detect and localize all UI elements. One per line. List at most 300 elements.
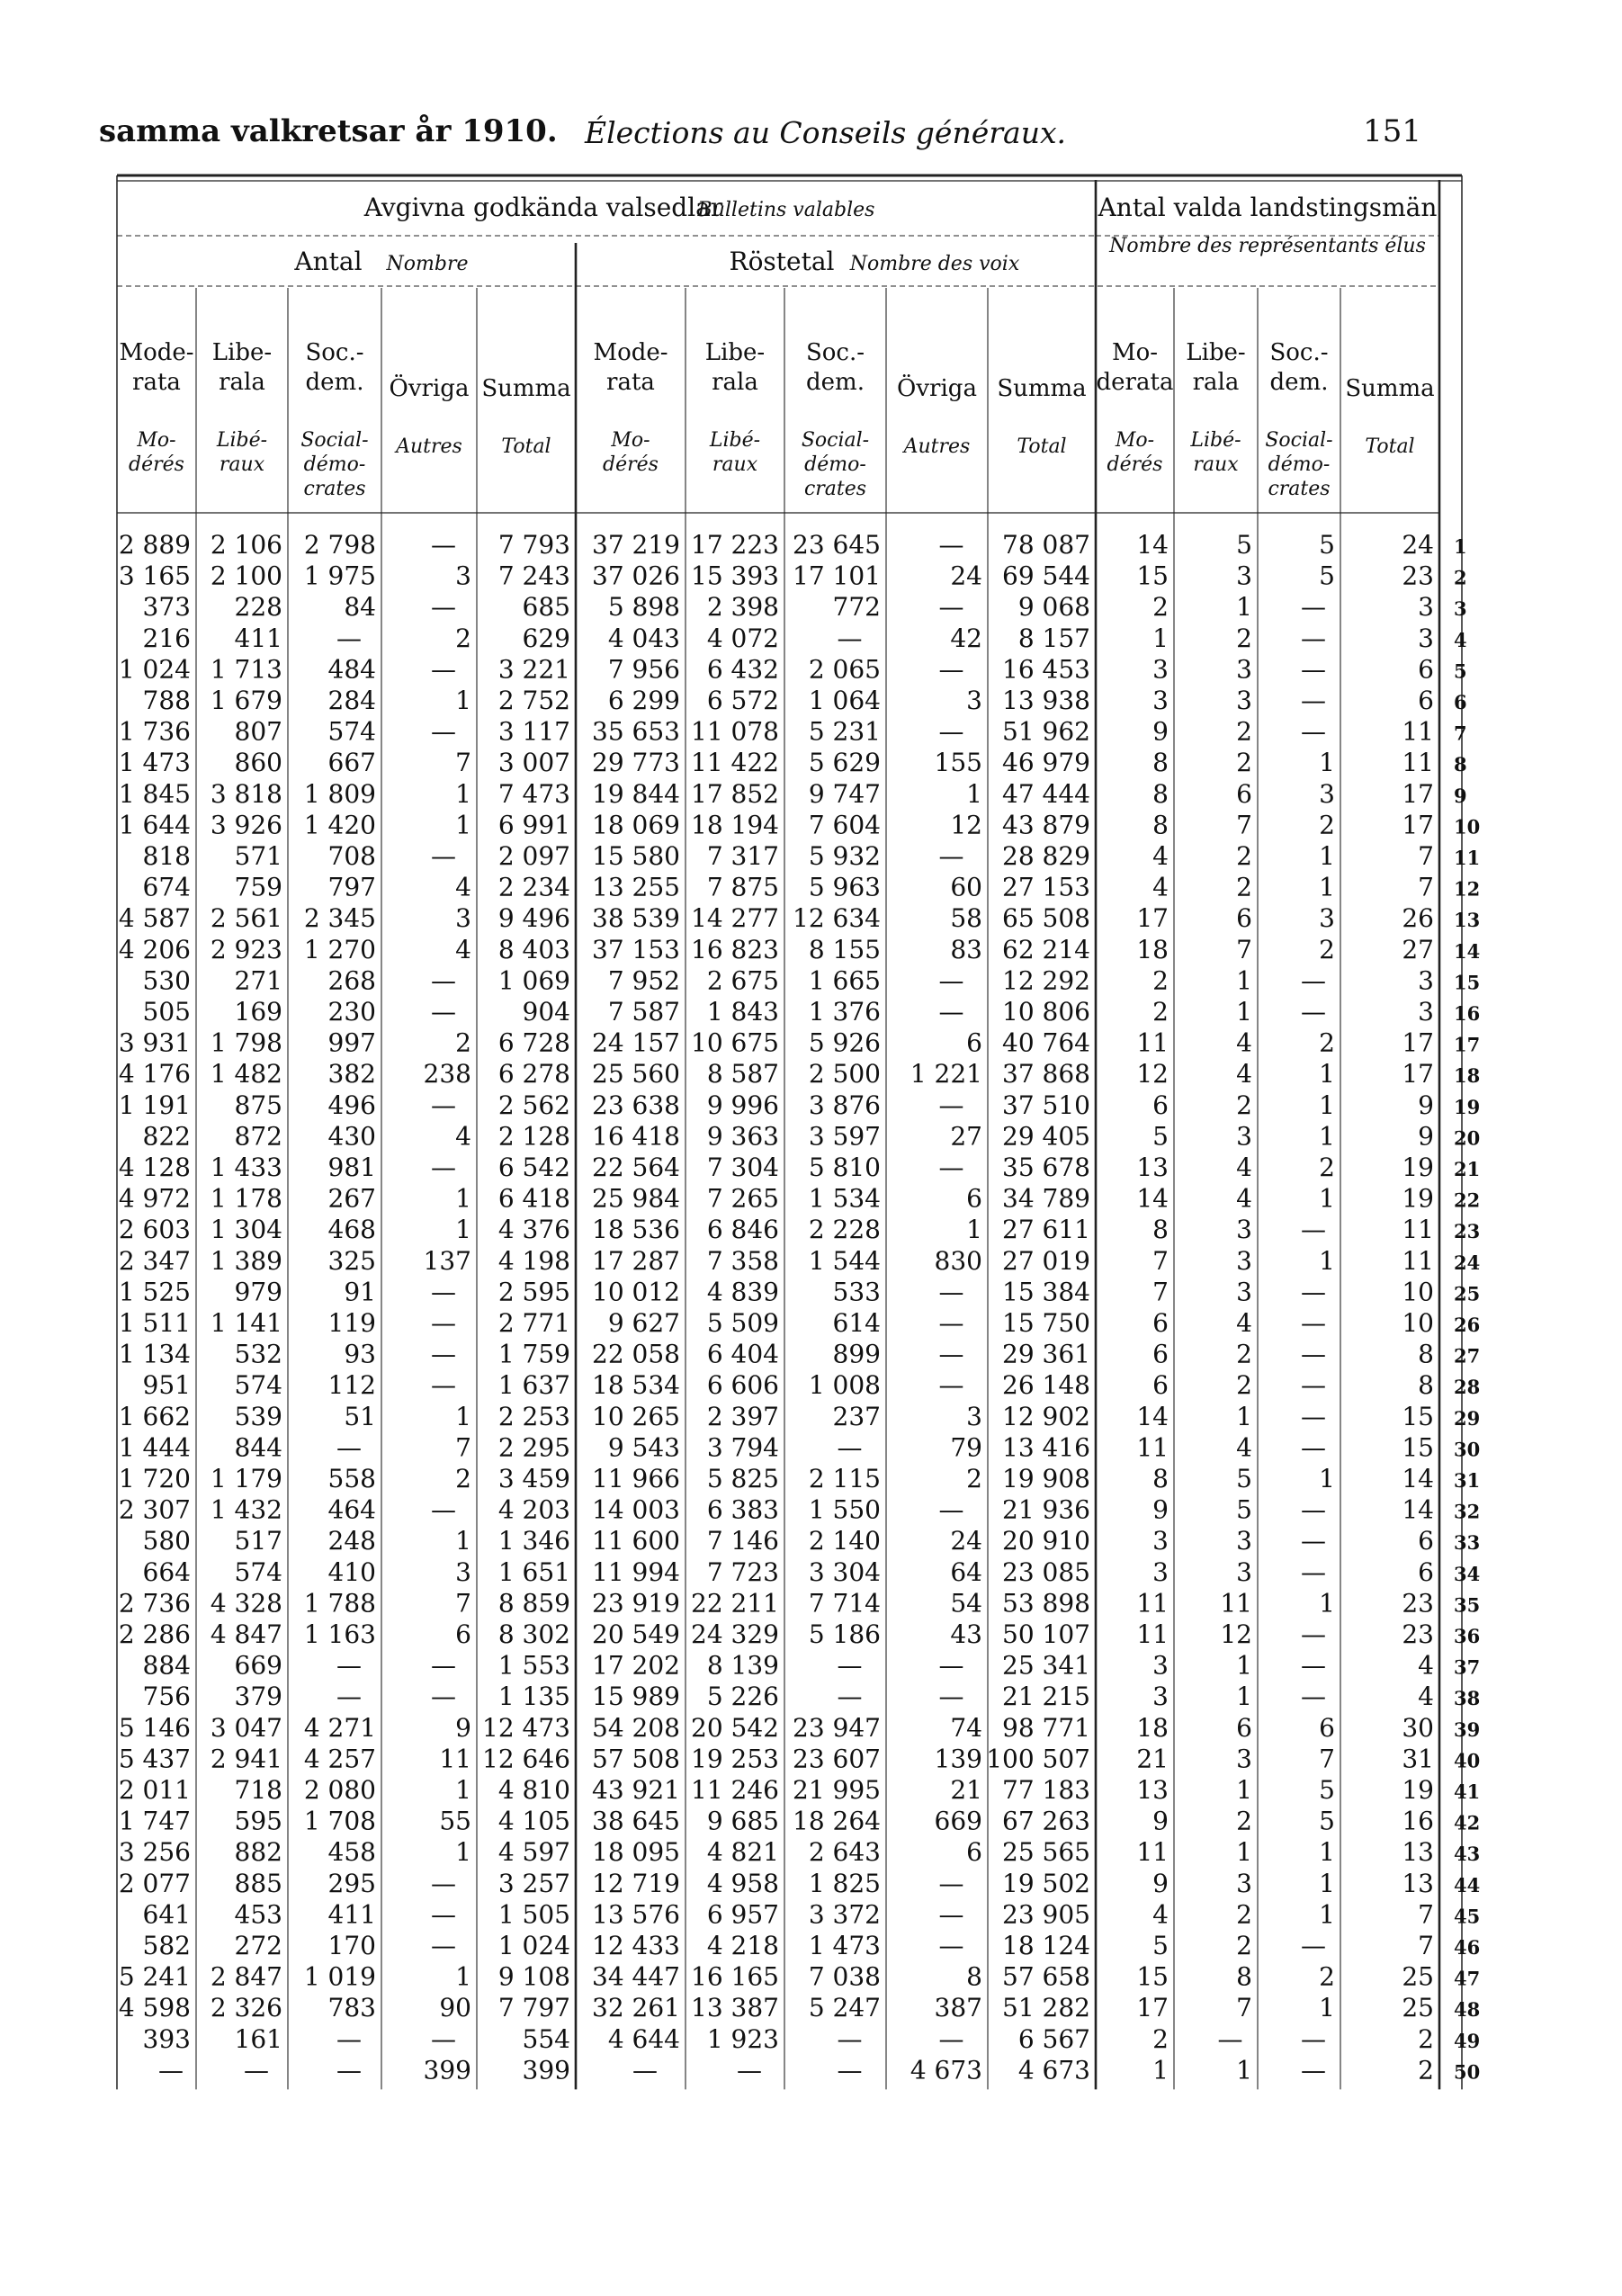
running-title: samma valkretsar år 1910. <box>99 113 558 149</box>
table-cell: 19 <box>1402 1775 1434 1805</box>
table-cell: 2 106 <box>210 530 282 560</box>
table-cell: 161 <box>234 2023 282 2054</box>
table-cell: 5 <box>1319 530 1335 560</box>
table-cell: 1 <box>1236 1837 1252 1868</box>
table-cell: — <box>336 1432 362 1463</box>
table-cell: 5 509 <box>706 1308 779 1338</box>
table-cell: 11 600 <box>592 1526 680 1556</box>
table-cell: 13 255 <box>592 872 680 902</box>
row-index: 6 <box>1454 691 1467 713</box>
table-cell: 2 077 <box>118 1868 191 1898</box>
table-cell: 10 675 <box>691 1027 779 1058</box>
table-cell: 1 <box>455 810 471 840</box>
table-cell: 23 085 <box>1002 1556 1090 1587</box>
table-cell: 6 <box>1418 1556 1434 1587</box>
table-cell: 4 587 <box>118 903 191 934</box>
table-cell: 14 <box>1136 1183 1169 1214</box>
table-cell: 2 100 <box>210 561 282 591</box>
table-cell: 19 908 <box>1002 1464 1090 1493</box>
table-cell: 13 <box>1136 1152 1169 1182</box>
table-cell: 2 <box>1418 2023 1434 2054</box>
table-cell: — <box>1301 1494 1326 1525</box>
table-cell: 9 747 <box>808 778 881 809</box>
table-cell: 6 728 <box>497 1027 570 1058</box>
row-index: 22 <box>1454 1188 1481 1212</box>
table-cell: 14 277 <box>691 903 779 934</box>
table-cell: 1 <box>1319 1899 1335 1930</box>
table-cell: 875 <box>234 1090 282 1120</box>
row-index: 38 <box>1454 1687 1481 1710</box>
table-cell: 51 <box>344 1401 376 1431</box>
table-cell: 1 <box>1236 2055 1252 2085</box>
table-cell: — <box>1301 592 1326 623</box>
row-index: 42 <box>1454 1811 1481 1834</box>
table-cell: 19 <box>1402 1183 1434 1214</box>
table-cell: 3 <box>1418 965 1434 996</box>
table-cell: 69 544 <box>1002 561 1090 591</box>
table-cell: 17 <box>1402 810 1434 840</box>
table-cell: 580 <box>142 1526 191 1556</box>
table-cell: 18 194 <box>691 810 779 840</box>
table-cell: 951 <box>142 1370 191 1401</box>
table-cell: 2 <box>1236 841 1252 871</box>
table-cell: 8 <box>966 1961 982 1992</box>
table-cell: 1 008 <box>808 1370 881 1401</box>
table-cell: 1 759 <box>497 1339 570 1369</box>
table-cell: 18 <box>1136 934 1169 964</box>
table-cell: 84 <box>344 592 376 623</box>
table-cell: 2 <box>966 1464 982 1493</box>
table-cell: — <box>1301 1432 1326 1463</box>
table-cell: 6 991 <box>497 810 570 840</box>
table-cell: 28 829 <box>1002 841 1090 871</box>
table-cell: 1 <box>1236 1401 1252 1431</box>
table-cell: 27 <box>1402 934 1434 964</box>
table-cell: 26 <box>1402 903 1434 934</box>
table-cell: 7 723 <box>706 1556 779 1587</box>
table-cell: 4 <box>1236 1152 1252 1182</box>
column-header-fr: Total <box>501 435 551 458</box>
table-cell: 3 <box>1418 592 1434 623</box>
table-cell: 1 <box>1319 1059 1335 1090</box>
table-cell: — <box>1301 997 1326 1027</box>
column-header: Övriga <box>897 375 977 402</box>
table-cell: 25 560 <box>592 1059 680 1090</box>
table-cell: 6 572 <box>706 686 779 715</box>
row-index: 47 <box>1454 1967 1481 1990</box>
table-cell: 4 972 <box>118 1183 191 1214</box>
table-cell: 18 069 <box>592 810 680 840</box>
column-header: dem. <box>305 369 364 396</box>
table-cell: 38 645 <box>592 1806 680 1836</box>
table-cell: 797 <box>327 872 376 902</box>
table-cell: — <box>431 530 456 560</box>
row-index: 44 <box>1454 1873 1481 1897</box>
table-cell: 15 989 <box>592 1682 680 1712</box>
table-cell: 505 <box>142 997 191 1027</box>
table-cell: 1 221 <box>910 1059 982 1090</box>
table-cell: 1 975 <box>303 561 376 591</box>
table-cell: 35 678 <box>1002 1152 1090 1182</box>
table-cell: 1 553 <box>497 1650 570 1681</box>
column-header-fr: Libé- <box>216 429 268 452</box>
table-cell: 9 <box>1152 1868 1169 1898</box>
table-cell: 5 <box>1236 1464 1252 1493</box>
table-cell: 6 299 <box>607 686 680 715</box>
table-cell: 7 <box>1418 1899 1434 1930</box>
table-cell: — <box>737 2055 762 2085</box>
table-cell: 9 <box>1152 716 1169 747</box>
table-cell: 4 376 <box>497 1215 570 1245</box>
table-cell: — <box>431 1899 456 1930</box>
table-cell: — <box>431 2023 456 2054</box>
table-cell: 1 444 <box>118 1432 191 1463</box>
row-index: 8 <box>1454 753 1467 776</box>
table-cell: 4 <box>1236 1432 1252 1463</box>
table-cell: 484 <box>327 654 376 685</box>
table-cell: 6 <box>1236 1712 1252 1743</box>
table-cell: — <box>431 1277 456 1307</box>
table-cell: 60 <box>950 872 982 902</box>
row-index: 3 <box>1454 597 1467 621</box>
table-cell: 7 956 <box>607 654 680 685</box>
table-cell: 58 <box>950 903 982 934</box>
table-cell: 2 <box>1152 965 1169 996</box>
table-cell: 2 <box>1319 1152 1335 1182</box>
row-index: 43 <box>1454 1843 1481 1866</box>
table-cell: 18 536 <box>592 1215 680 1245</box>
table-cell: 100 507 <box>986 1744 1090 1774</box>
column-header-fr: Total <box>1365 435 1415 458</box>
table-cell: 29 773 <box>592 748 680 778</box>
table-cell: 2 <box>1236 1899 1252 1930</box>
table-cell: 1 473 <box>808 1931 881 1960</box>
table-cell: 1 <box>455 1837 471 1868</box>
table-cell: 20 542 <box>691 1712 779 1743</box>
table-cell: 1 135 <box>497 1682 570 1712</box>
row-index: 5 <box>1454 659 1467 683</box>
table-cell: 533 <box>832 1277 881 1307</box>
table-cell: 14 <box>1136 1401 1169 1431</box>
subgroup-count: Antal <box>294 247 363 276</box>
table-cell: 11 <box>1402 716 1434 747</box>
table-cell: 1 923 <box>706 2023 779 2054</box>
table-cell: 230 <box>327 997 376 1027</box>
table-cell: 6 <box>966 1027 982 1058</box>
column-header: Summa <box>481 375 571 402</box>
table-cell: 53 898 <box>1002 1588 1090 1619</box>
table-cell: 6 <box>1236 903 1252 934</box>
row-index: 45 <box>1454 1905 1481 1928</box>
table-cell: 169 <box>234 997 282 1027</box>
table-cell: 373 <box>142 592 191 623</box>
row-index: 23 <box>1454 1220 1481 1243</box>
table-cell: 3 <box>455 903 471 934</box>
table-cell: 8 302 <box>497 1619 570 1649</box>
row-index: 49 <box>1454 2029 1481 2052</box>
table-cell: 1 <box>1319 1464 1335 1493</box>
table-cell: 1 <box>455 1775 471 1805</box>
table-cell: 11 <box>1220 1588 1252 1619</box>
column-header: Mo- <box>1111 339 1159 366</box>
row-index: 39 <box>1454 1718 1481 1741</box>
table-cell: 43 921 <box>592 1775 680 1805</box>
table-cell: — <box>938 1152 964 1182</box>
column-header-fr: Social- <box>801 429 870 452</box>
table-cell: 13 <box>1136 1775 1169 1805</box>
row-index: 12 <box>1454 877 1481 901</box>
column-header-fr: Autres <box>396 435 462 458</box>
column-header-fr: Libé- <box>709 429 761 452</box>
table-cell: 3 <box>1152 1682 1169 1712</box>
column-header: Mode- <box>119 339 194 366</box>
table-cell: 119 <box>327 1308 376 1338</box>
table-cell: 1 713 <box>210 654 282 685</box>
group-title-ballots: Avgivna godkända valsedlar <box>363 193 723 222</box>
column-header: Libe- <box>1186 339 1246 366</box>
column-header-fr: crates <box>803 478 867 500</box>
table-cell: 7 <box>1418 841 1434 871</box>
table-cell: 2 <box>1236 872 1252 902</box>
table-cell: 4 176 <box>118 1059 191 1090</box>
table-cell: 2 <box>1319 934 1335 964</box>
table-cell: 5 231 <box>808 716 881 747</box>
table-cell: 11 <box>439 1744 471 1774</box>
table-cell: — <box>938 2023 964 2054</box>
table-cell: 11 <box>1136 1837 1169 1868</box>
table-cell: — <box>938 530 964 560</box>
table-cell: 54 <box>950 1588 982 1619</box>
row-index: 13 <box>1454 909 1481 932</box>
table-cell: 2 500 <box>808 1059 881 1090</box>
table-cell: 14 003 <box>592 1494 680 1525</box>
page-number: 151 <box>1363 113 1421 149</box>
table-cell: — <box>1217 2023 1243 2054</box>
table-cell: 37 153 <box>592 934 680 964</box>
table-cell: 11 246 <box>691 1775 779 1805</box>
row-index: 24 <box>1454 1251 1481 1274</box>
table-cell: 468 <box>327 1215 376 1245</box>
table-cell: 12 634 <box>793 903 881 934</box>
table-cell: — <box>336 2023 362 2054</box>
table-cell: 4 847 <box>210 1619 282 1649</box>
table-cell: 12 473 <box>482 1712 570 1743</box>
table-cell: 453 <box>234 1899 282 1930</box>
table-cell: 4 <box>1236 1027 1252 1058</box>
table-cell: 50 107 <box>1002 1619 1090 1649</box>
table-cell: 21 936 <box>1002 1494 1090 1525</box>
table-cell: 5 629 <box>808 748 881 778</box>
table-cell: 2 <box>1152 997 1169 1027</box>
table-cell: — <box>938 654 964 685</box>
table-cell: — <box>431 965 456 996</box>
table-cell: 17 852 <box>691 778 779 809</box>
table-cell: 4 <box>1236 1183 1252 1214</box>
table-cell: 4 <box>455 934 471 964</box>
table-cell: 1 843 <box>706 997 779 1027</box>
table-cell: 15 580 <box>592 841 680 871</box>
table-cell: 669 <box>934 1806 982 1836</box>
table-cell: 1 <box>1236 592 1252 623</box>
table-cell: 2 752 <box>497 686 570 715</box>
table-cell: 15 <box>1402 1401 1434 1431</box>
table-cell: 15 <box>1136 561 1169 591</box>
table-cell: 8 <box>1152 1464 1169 1493</box>
table-cell: 5 898 <box>607 592 680 623</box>
table-cell: 1 482 <box>210 1059 282 1090</box>
table-cell: 8 403 <box>497 934 570 964</box>
table-cell: 11 <box>1402 1245 1434 1276</box>
table-cell: — <box>1301 1370 1326 1401</box>
table-cell: 2 080 <box>303 1775 376 1805</box>
table-cell: 5 963 <box>808 872 881 902</box>
table-cell: 3 <box>1236 1121 1252 1152</box>
table-cell: 3 <box>1236 561 1252 591</box>
table-cell: 718 <box>234 1775 282 1805</box>
table-cell: 23 919 <box>592 1588 680 1619</box>
table-cell: — <box>1301 1401 1326 1431</box>
table-cell: 818 <box>142 841 191 871</box>
table-cell: 1 019 <box>303 1961 376 1992</box>
table-cell: 4 <box>1418 1650 1434 1681</box>
table-cell: 8 <box>1152 1215 1169 1245</box>
table-cell: 7 358 <box>706 1245 779 1276</box>
row-index: 34 <box>1454 1562 1481 1585</box>
table-cell: 1 024 <box>497 1931 570 1960</box>
table-cell: 2 <box>1236 1931 1252 1960</box>
table-cell: 1 <box>1236 1682 1252 1712</box>
table-cell: 32 261 <box>592 1993 680 2023</box>
table-cell: 325 <box>327 1245 376 1276</box>
table-cell: 25 341 <box>1002 1650 1090 1681</box>
column-header: dem. <box>806 369 865 396</box>
table-cell: 1 191 <box>118 1090 191 1120</box>
table-cell: 4 072 <box>706 623 779 653</box>
table-cell: 9 <box>455 1712 471 1743</box>
table-cell: 9 627 <box>607 1308 680 1338</box>
table-cell: 1 720 <box>118 1464 191 1493</box>
table-cell: 27 <box>950 1121 982 1152</box>
table-cell: 14 <box>1402 1464 1434 1493</box>
table-cell: 24 329 <box>691 1619 779 1649</box>
table-cell: 1 473 <box>118 748 191 778</box>
table-cell: 1 134 <box>118 1339 191 1369</box>
table-cell: 4 <box>1418 1682 1434 1712</box>
row-index: 28 <box>1454 1376 1481 1399</box>
row-index: 41 <box>1454 1780 1481 1803</box>
table-cell: 3 <box>1236 1245 1252 1276</box>
table-cell: — <box>1301 1682 1326 1712</box>
running-subtitle: Élections au Conseils généraux. <box>585 115 1067 150</box>
table-cell: 19 502 <box>1002 1868 1090 1898</box>
table-cell: 8 <box>1152 810 1169 840</box>
table-cell: 93 <box>344 1339 376 1369</box>
table-cell: 2 326 <box>210 1993 282 2023</box>
table-cell: 1 534 <box>808 1183 881 1214</box>
table-cell: 17 202 <box>592 1650 680 1681</box>
table-cell: 3 <box>1236 1556 1252 1587</box>
column-header: Libe- <box>211 339 273 366</box>
table-cell: 2 <box>1236 1339 1252 1369</box>
table-cell: 5 926 <box>808 1027 881 1058</box>
table-cell: 1 809 <box>303 778 376 809</box>
table-cell: — <box>938 1650 964 1681</box>
table-cell: 13 <box>1402 1868 1434 1898</box>
table-cell: 17 101 <box>793 561 881 591</box>
table-cell: 10 012 <box>592 1277 680 1307</box>
row-index: 33 <box>1454 1531 1481 1555</box>
table-cell: 6 <box>1152 1370 1169 1401</box>
table-cell: 3 372 <box>808 1899 881 1930</box>
table-cell: 2 <box>1236 716 1252 747</box>
table-cell: 1 346 <box>497 1526 570 1556</box>
table-cell: 9 108 <box>497 1961 570 1992</box>
table-cell: 1 <box>1319 1993 1335 2023</box>
table-cell: 17 <box>1136 1993 1169 2023</box>
table-cell: 139 <box>934 1744 982 1774</box>
group-title-elected: Antal valda landstingsmän <box>1098 193 1438 222</box>
table-cell: 10 <box>1402 1308 1434 1338</box>
table-cell: 2 286 <box>118 1619 191 1649</box>
table-cell: 822 <box>142 1121 191 1152</box>
table-cell: 1 511 <box>118 1308 191 1338</box>
row-index: 14 <box>1454 939 1481 963</box>
table-cell: 7 <box>455 748 471 778</box>
table-cell: 11 <box>1402 748 1434 778</box>
table-cell: 2 <box>455 1464 471 1493</box>
table-cell: 15 <box>1402 1432 1434 1463</box>
table-cell: 7 473 <box>497 778 570 809</box>
table-cell: 1 <box>1319 1868 1335 1898</box>
table-cell: 1 <box>1319 1090 1335 1120</box>
table-cell: 4 203 <box>497 1494 570 1525</box>
table-cell: 23 <box>1402 1619 1434 1649</box>
table-cell: 1 <box>1152 623 1169 653</box>
table-cell: 267 <box>327 1183 376 1214</box>
table-cell: 1 178 <box>210 1183 282 1214</box>
table-cell: 1 651 <box>497 1556 570 1587</box>
table-cell: 98 771 <box>1002 1712 1090 1743</box>
column-header: dem. <box>1269 369 1329 396</box>
table-cell: 4 673 <box>910 2055 982 2085</box>
table-cell: 9 <box>1152 1806 1169 1836</box>
table-cell: — <box>431 1868 456 1898</box>
table-cell: 4 <box>1152 872 1169 902</box>
table-cell: 2 798 <box>303 530 376 560</box>
table-cell: 25 565 <box>1002 1837 1090 1868</box>
column-header: Mode- <box>593 339 668 366</box>
table-cell: 29 405 <box>1002 1121 1090 1152</box>
table-cell: 3 459 <box>497 1464 570 1493</box>
column-header-fr: Social- <box>300 429 369 452</box>
table-cell: 2 <box>1152 592 1169 623</box>
table-cell: — <box>938 997 964 1027</box>
table-cell: 8 139 <box>706 1650 779 1681</box>
row-index: 4 <box>1454 628 1467 651</box>
table-cell: — <box>938 716 964 747</box>
table-cell: 3 <box>1152 654 1169 685</box>
table-cell: 1 <box>966 1215 982 1245</box>
column-header: rata <box>132 369 181 396</box>
table-cell: — <box>938 965 964 996</box>
row-index: 31 <box>1454 1469 1481 1492</box>
table-cell: 79 <box>950 1432 982 1463</box>
table-cell: 10 806 <box>1002 997 1090 1027</box>
table-cell: — <box>1301 1556 1326 1587</box>
table-cell: 7 <box>455 1588 471 1619</box>
table-cell: 3 <box>1236 654 1252 685</box>
table-cell: 3 256 <box>118 1837 191 1868</box>
